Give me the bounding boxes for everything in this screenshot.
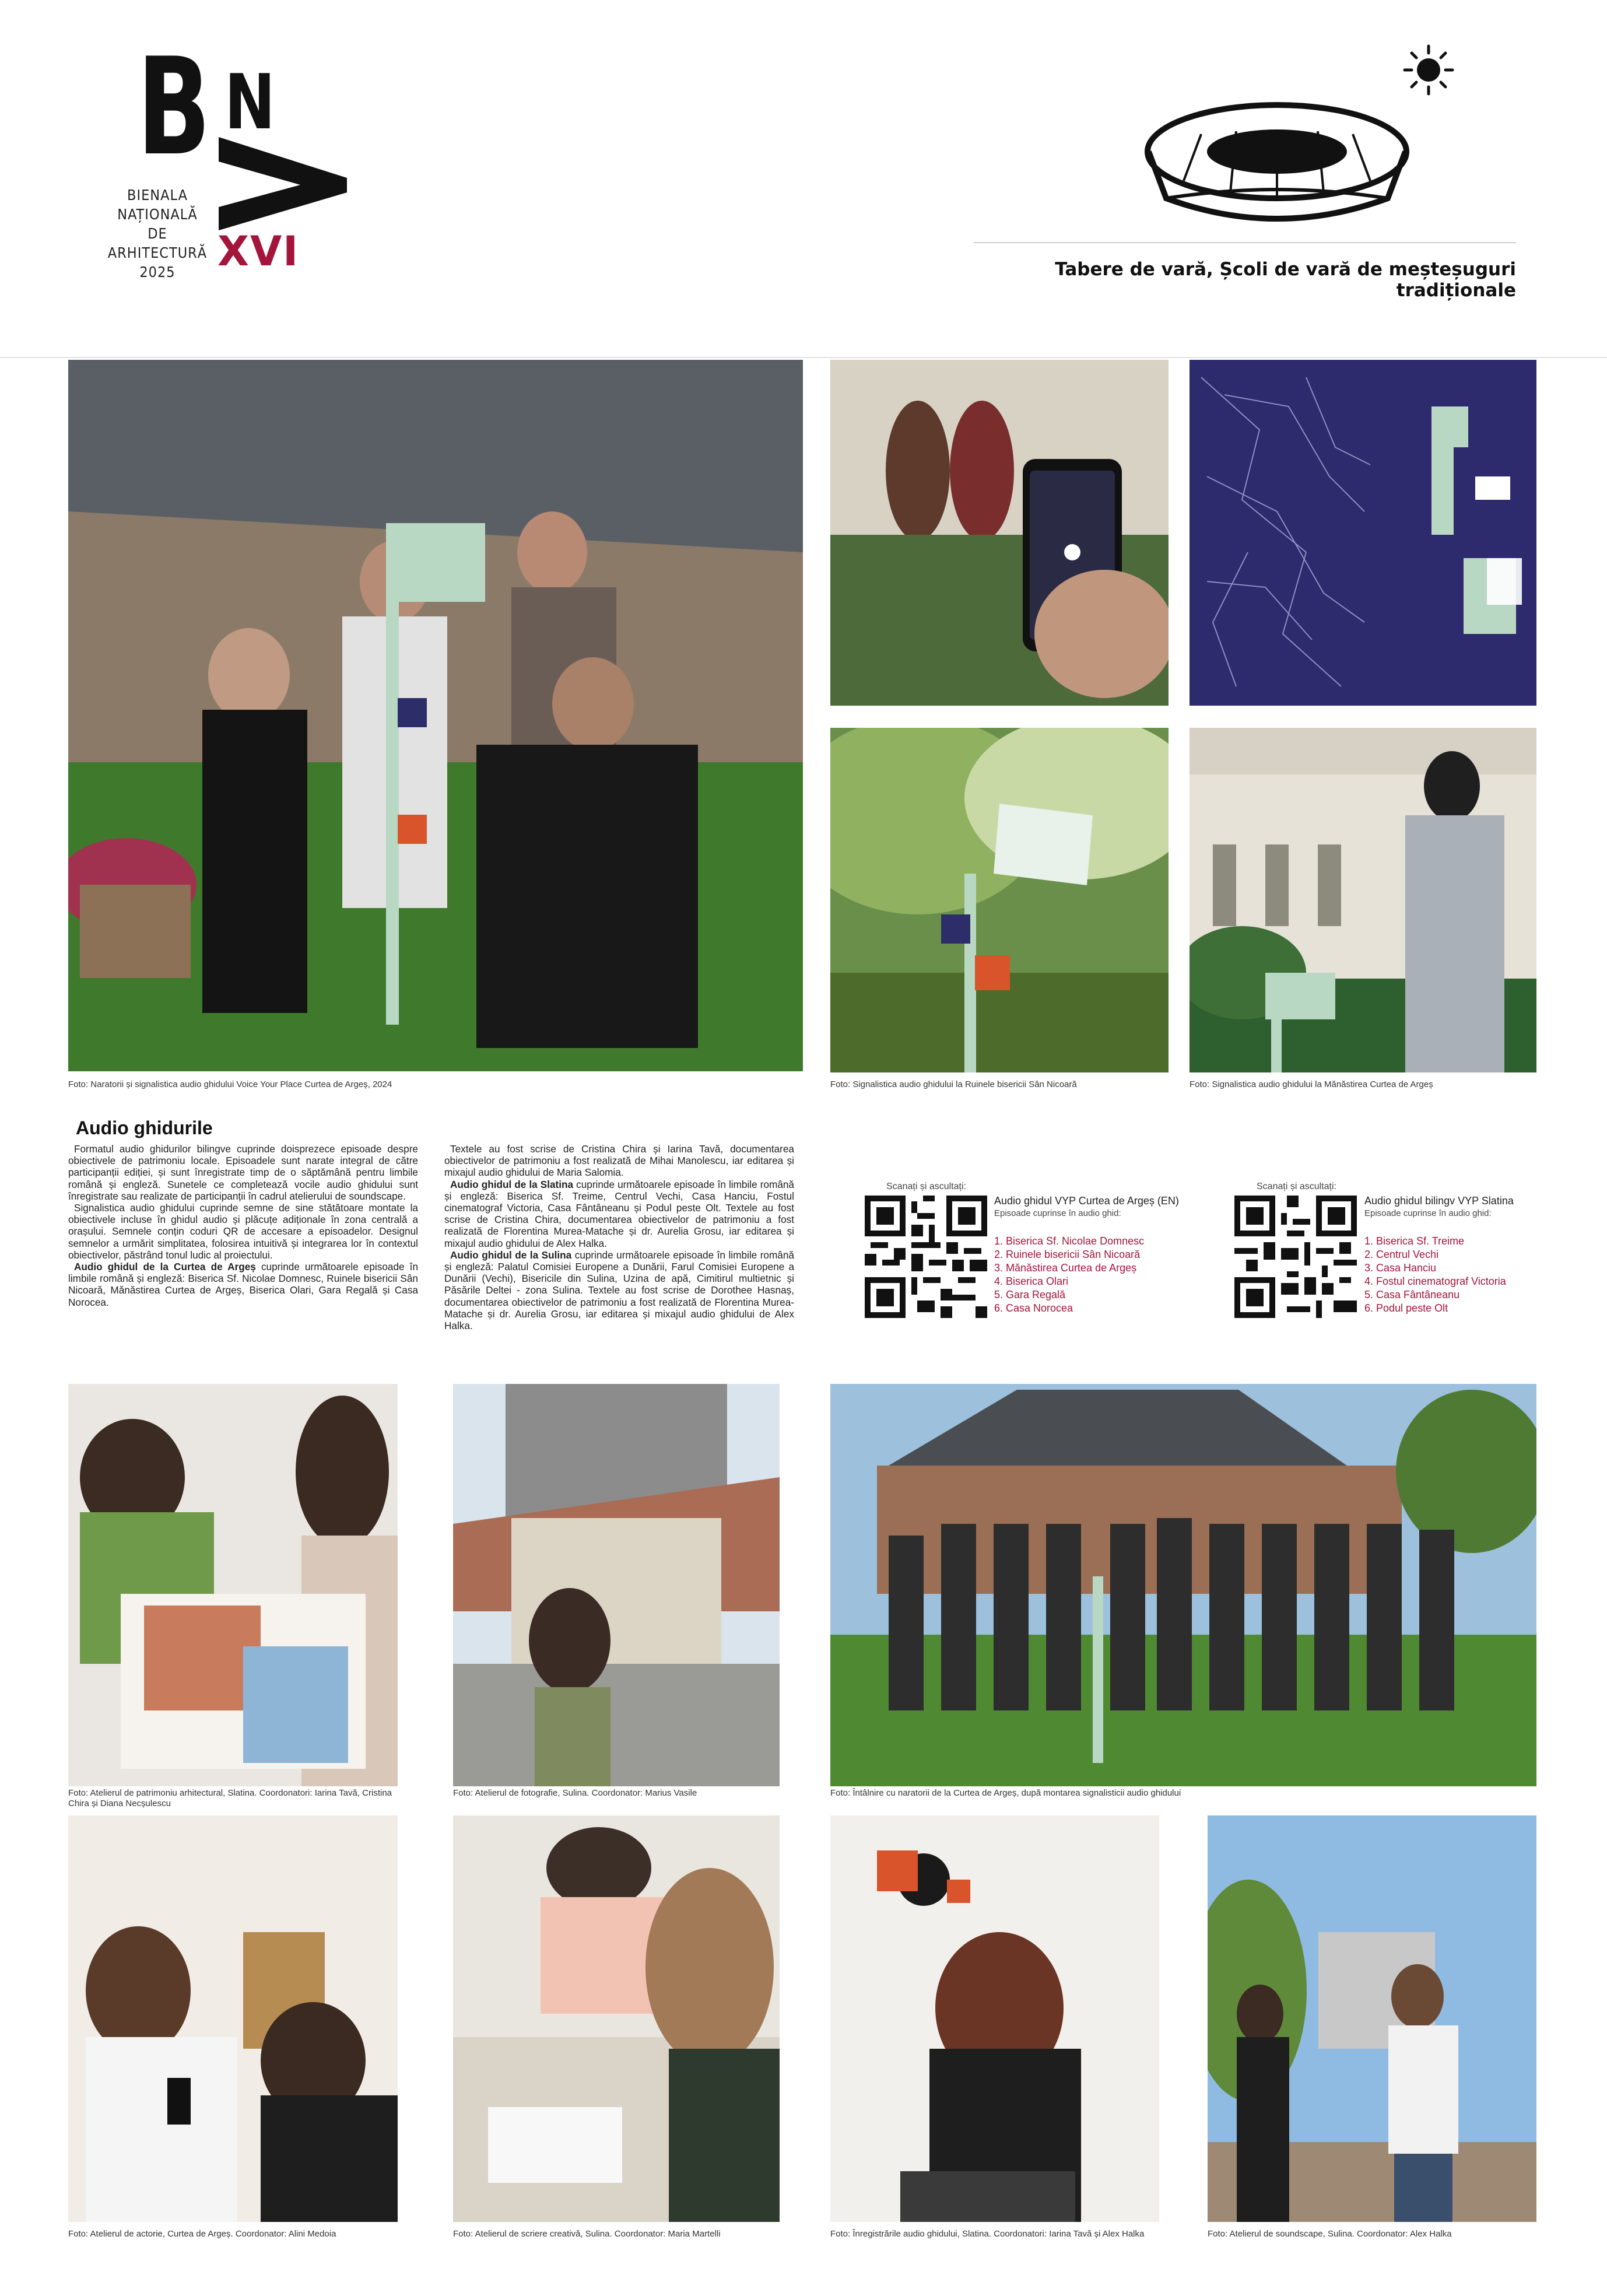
article-bold-lead: Audio ghidul de la Slatina [450, 1178, 574, 1190]
episode-item: 3. Casa Hanciu [1364, 1262, 1437, 1274]
episode-item: 5. Gara Regală [994, 1289, 1066, 1301]
qr-episode-list [994, 1235, 1204, 1315]
amphitheatre-ring-icon [1143, 99, 1411, 233]
photo-signage-san-nicoara [830, 728, 1169, 1072]
logo-year: 2025 [139, 264, 176, 281]
photo-audio-guide-phone [830, 360, 1169, 706]
header-divider [974, 242, 1516, 243]
photo-caption: Foto: Naratorii și signalistica audio ghidului Voice Your Place Curtea de Argeș, 2024 [68, 1079, 392, 1089]
article-paragraph: Textele au fost scrise de Cristina Chira și Iarina Tavă, documentarea obiectivelor de patrimoniu a fost realizată de Mihai Manolescu, iar editarea și mixajul audio ghidului de Maria Salomia. [444, 1143, 794, 1179]
section-title-audio-guides: Audio ghidurile [76, 1117, 213, 1138]
qr-episode-list [1364, 1235, 1539, 1315]
photo-signage-curtea-de-arges-monastery [1190, 728, 1536, 1072]
photo-audio-recording-slatina [830, 1815, 1159, 2222]
article-bold-lead: Audio ghidul de la Sulina [450, 1249, 572, 1261]
qr-subtitle: Episoade cuprinse în audio ghid: [994, 1208, 1121, 1218]
qr-code-slatina[interactable] [1234, 1196, 1357, 1318]
photo-narrators-curtea-de-arges [68, 360, 803, 1071]
article-paragraph [68, 1261, 418, 1308]
episode-item: 4. Fostul cinematograf Victoria [1364, 1275, 1506, 1287]
article-text: cuprinde următoarele episoade în limbile română și engleză: Biserica Sf. Treime, Centrul Vechi, Casa Hanciu, Fostul cinematograf Victoria, Casa Fântâneanu și Podul peste Olt. Textele au fost scrise de Cristina Chira, documentarea obiectivelor de patrimoniu a fost realizată de Florentina Murea-Matache și dr. Aurelia Grosu, iar editarea și mixajul audio ghidului de Alex Halka. [444, 1178, 794, 1249]
logo-line: BIENALA [127, 187, 188, 204]
photo-caption: Foto: Signalistica audio ghidului la Ruinele bisericii Sân Nicoară [830, 1079, 1077, 1089]
episode-item: 4. Biserica Olari [994, 1275, 1069, 1287]
logo-letter-n: N [224, 58, 276, 146]
logo-letter-a [213, 137, 347, 230]
episode-item: 2. Ruinele bisericii Sân Nicoară [994, 1249, 1141, 1260]
qr-scan-label: Scanați și ascultați: [886, 1182, 966, 1191]
episode-item: 6. Podul peste Olt [1364, 1302, 1448, 1314]
article-bold-lead: Audio ghidul de la Curtea de Argeș [74, 1261, 256, 1273]
photo-heritage-workshop-slatina [68, 1384, 398, 1786]
section-divider [0, 357, 1607, 358]
photo-caption: Foto: Atelierul de scriere creativă, Sulina. Coordonator: Maria Martelli [453, 2229, 721, 2239]
bna-logo [137, 30, 347, 204]
photo-caption: Foto: Atelierul de soundscape, Sulina. Coordonator: Alex Halka [1208, 2229, 1452, 2239]
article-paragraph [444, 1179, 794, 1249]
photo-caption: Foto: Atelierul de patrimoniu arhitectural, Slatina. Coordonatori: Iarina Tavă, Cristina Chira și Diana Necșulescu [68, 1788, 392, 1808]
article-text: cuprinde următoarele episoade în limbile română și engleză: Biserica Sf. Nicolae Domnesc, Ruinele bisericii Sân Nicoară, Mănăstirea Curtea de Argeș, Biserica Olari, Gara Regală și Casa Norocea. [68, 1261, 419, 1308]
header-title: Tabere de vară, Școli de vară de meșteșuguri tradiționale [1055, 259, 1516, 301]
qr-scan-label: Scanați și ascultați: [1257, 1182, 1336, 1191]
episode-item: 1. Biserica Sf. Treime [1364, 1235, 1465, 1247]
photo-acting-workshop [68, 1815, 398, 2222]
episode-item: 5. Casa Fântâneanu [1364, 1289, 1460, 1301]
qr-title: Audio ghidul VYP Curtea de Argeș (EN) [994, 1195, 1179, 1207]
photo-caption: Foto: Signalistica audio ghidului la Mănăstirea Curtea de Argeș [1190, 1079, 1433, 1089]
article-column-left [68, 1143, 418, 1308]
article-text: cuprinde următoarele episoade în limbile română și engleză: Palatul Comisiei Europene a Dunării, Farul Comisiei Europene a Dunării (Vechi), Bisericile din Sulina, Uzina de apă, Cimitirul multietnic și Păsările Deltei - zona Sulina. Textele au fost scrise de Dorothee Hasnaș, documentarea obiectivelor de patrimoniu a fost realizată de Florentina Murea-Matache și dr. Aurelia Grosu, iar editarea și mixajul audio ghidului de Alex Halka. [444, 1249, 794, 1332]
photo-caption: Foto: Înregistrările audio ghidului, Slatina. Coordonatori: Iarina Tavă și Alex Halka [830, 2229, 1145, 2239]
episode-item: 3. Mănăstirea Curtea de Argeș [994, 1262, 1137, 1274]
logo-wordmark [105, 185, 210, 282]
logo-line: ARHITECTURĂ [107, 244, 208, 261]
photo-caption: Foto: Atelierul de fotografie, Sulina. Coordonator: Marius Vasile [453, 1788, 697, 1798]
photo-soundscape-workshop-sulina [1208, 1815, 1536, 2222]
sun-icon [1402, 44, 1455, 96]
article-column-right [444, 1143, 794, 1331]
article-paragraph: Formatul audio ghidurilor bilingve cuprinde doisprezece episoade despre obiectivele de patrimoniu locale. Episoadele sunt narate integral de către participanții ediției, și sunt înregistrate timp de o săptămână pentru limbile română și engleză. Sunetele ce completează vocile audio ghidului sunt înregistrate sau realizate de participanții în cadrul atelierului de soundscape. [68, 1143, 418, 1202]
photo-group-meeting-curtea-de-arges [830, 1384, 1536, 1786]
qr-code-curtea-de-arges[interactable] [865, 1196, 987, 1318]
logo-line: NAȚIONALĂ [117, 206, 198, 223]
article-paragraph: Signalistica audio ghidului cuprinde semne de sine stătătoare montate la obiectivele incluse în ghidul audio și plăcuțe adiționale în zona centrală a orașului. Semnele conțin coduri QR de accesare a episoadelor. Designul semnelor a urmărit simplitatea, folosirea intuitivă și integrarea lor în contextul obiectivelor, păstrând tonul ludic al proiectului. [68, 1202, 418, 1261]
episode-item: 6. Casa Norocea [994, 1302, 1073, 1314]
edition-number: XVI [217, 227, 300, 275]
photo-signage-map-poster [1190, 360, 1536, 706]
photo-creative-writing-workshop [453, 1815, 780, 2222]
qr-subtitle: Episoade cuprinse în audio ghid: [1364, 1208, 1492, 1218]
logo-letter-b: B [137, 30, 211, 185]
episode-item: 1. Biserica Sf. Nicolae Domnesc [994, 1235, 1145, 1247]
photo-caption: Foto: Întâlnire cu naratorii de la Curtea de Argeș, după montarea signalisticii audio ghidului [830, 1788, 1181, 1798]
logo-line: DE [148, 225, 167, 242]
episode-item: 2. Centrul Vechi [1364, 1249, 1439, 1260]
article-paragraph [444, 1249, 794, 1331]
photo-photography-workshop-sulina [453, 1384, 780, 1786]
qr-title: Audio ghidul bilingv VYP Slatina [1364, 1195, 1514, 1207]
photo-caption: Foto: Atelierul de actorie, Curtea de Argeș. Coordonator: Alini Medoia [68, 2229, 336, 2239]
